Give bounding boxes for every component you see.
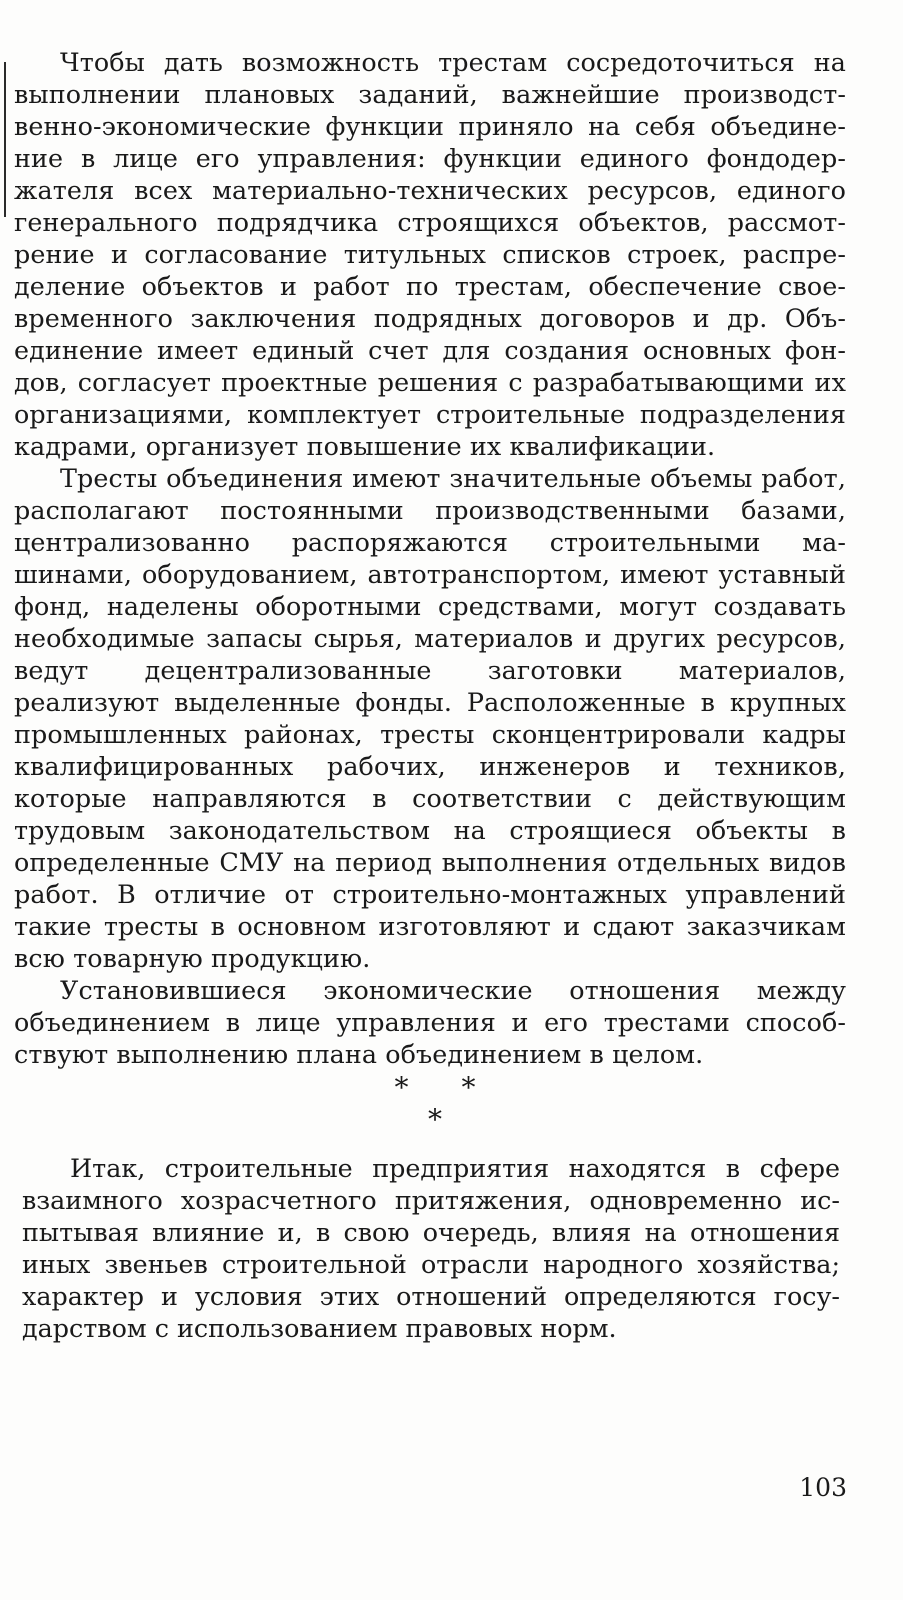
main-text [14, 46, 846, 1070]
conclusion-paragraph: Итак, строительные предприятия находятся в сфере взаимного хозрасчетного притяжения, одновременно испытывая влияние и, в свою очередь, влияя на отношения иных звеньев строительной отрасли народного хозяйства; характер и условия этих отношений определяются государством с использованием правовых норм. [22, 1153, 840, 1343]
conclusion-text [22, 1152, 840, 1344]
margin-rule [4, 62, 6, 217]
page-number: 103 [799, 1473, 847, 1502]
separator-top: * * [394, 1071, 498, 1104]
paragraph-1: Чтобы дать возможность трестам сосредоточиться на выполнении плановых заданий, важнейшие производственно-экономические функции приняло на себя объединение в лице его управления: функции единого фондодержателя всех материально-технических ресурсов, единого генерального подрядчика строящихся объектов, рассмотрение и согласование титульных списков строек, распределение объектов и работ по трестам, обеспечение своевременного заключения подрядных договоров и др. Объединение имеет единый счет для создания основных фондов, согласует проектные решения с разрабатывающими их организациями, комплектует строительные подразделения кадрами, организует повышение их квалификации. [14, 47, 846, 461]
paragraph-2: Тресты объединения имеют значительные объемы работ, располагают постоянными производственными базами, централизованно распоряжаются строительными машинами, оборудованием, автотранспортом, имеют уставный фонд, наделены оборотными средствами, могут создавать необходимые запасы сырья, материалов и других ресурсов, ведут децентрализованные заготовки материалов, реализуют выделенные фонды. Расположенные в крупных промышленных районах, тресты сконцентрировали кадры квалифицированных рабочих, инженеров и техников, которые направляются в соответствии с действующим трудовым законодательством на строящиеся объекты в определенные СМУ на период выполнения отдельных видов работ. В отличие от строительно-монтажных управлений такие тресты в основном изготовляют и сдают заказчикам всю товарную продукцию. [14, 463, 846, 973]
section-separator [0, 1072, 870, 1136]
separator-bottom: * [428, 1103, 442, 1136]
paragraph-3: Установившиеся экономические отношения между объединением в лице управления и его трестами способствуют выполнению плана объединением в целом. [14, 975, 846, 1069]
